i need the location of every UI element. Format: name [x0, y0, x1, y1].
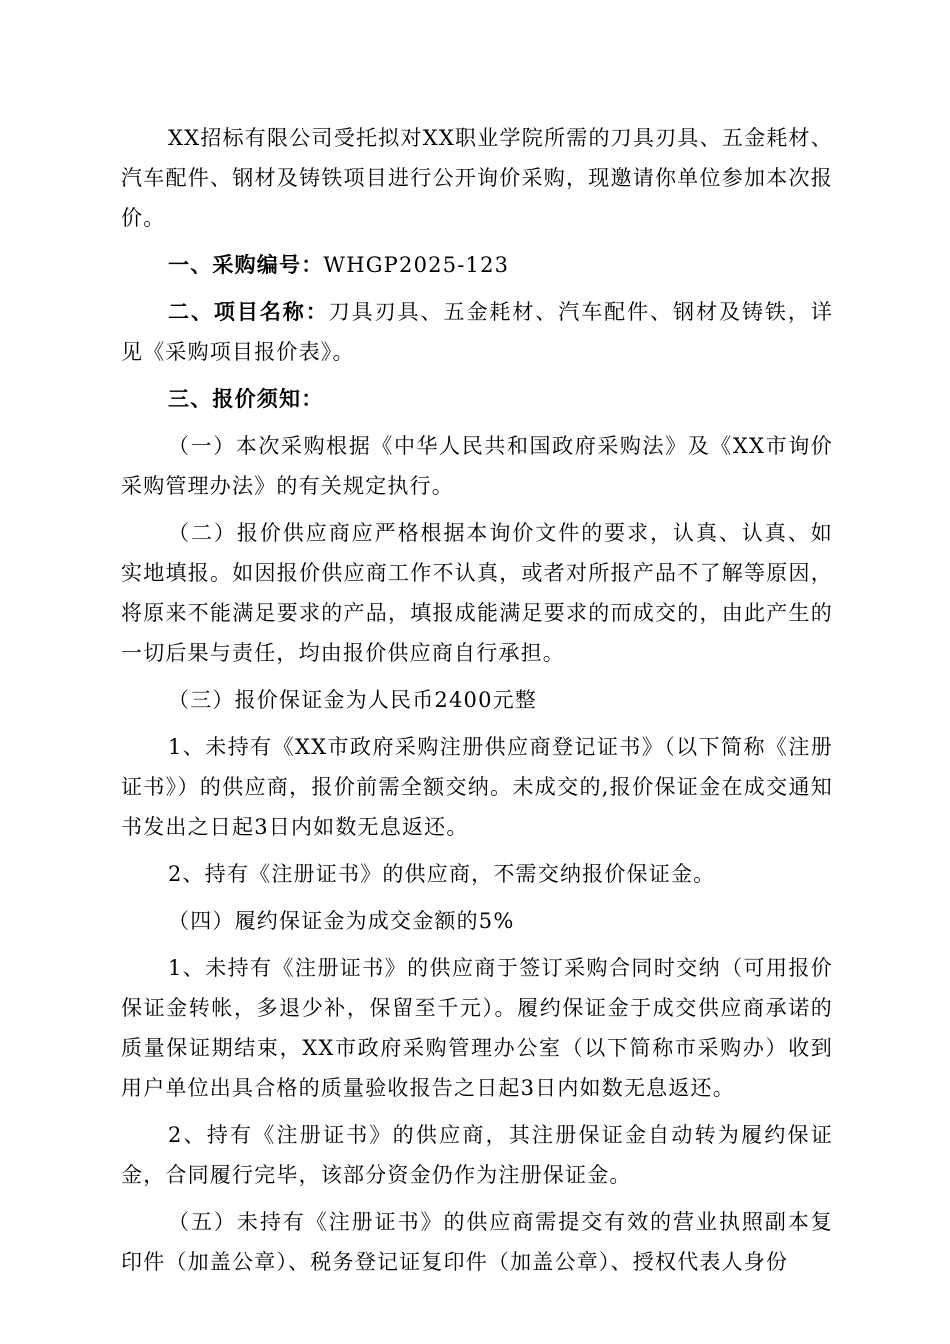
section-quotation-notice [121, 379, 833, 419]
notice-item-4: （四）履约保证金为成交金额的5% [168, 909, 515, 933]
section-procurement-number [121, 245, 833, 285]
notice-item-3-2: 2、持有《注册证书》的供应商，不需交纳报价保证金。 [168, 862, 716, 886]
notice-item-3: （三）报价保证金为人民币2400元整 [168, 688, 538, 712]
notice-item-3-1: 1、未持有《XX市政府采购注册供应商登记证书》（以下简称《注册证书》）的供应商，报价前需全额交纳。未成交的,报价保证金在成交通知书发出之日起3日内如数无息返还。 [121, 735, 833, 839]
notice-item-1: （一）本次采购根据《中华人民共和国政府采购法》及《XX市询价采购管理办法》的有关规定执行。 [121, 434, 833, 498]
project-name-value: 刀具刃具、五金耗材、汽车配件、钢材及铸铁，详见《采购项目报价表》。 [121, 300, 833, 364]
notice-item-4-2: 2、持有《注册证书》的供应商，其注册保证金自动转为履约保证金，合同履行完毕，该部分资金仍作为注册保证金。 [121, 1123, 833, 1187]
section-project-name [121, 292, 833, 372]
intro-paragraph: XX招标有限公司受托拟对XX职业学院所需的刀具刃具、五金耗材、汽车配件、钢材及铸铁项目进行公开询价采购，现邀请你单位参加本次报价。 [121, 126, 833, 230]
section-heading-project-name: 二、项目名称： [168, 299, 329, 324]
section-heading-quotation-notice: 三、报价须知： [168, 386, 324, 411]
document-body [121, 118, 833, 1282]
notice-item-2: （二）报价供应商应严格根据本询价文件的要求，认真、认真、如实地填报。如因报价供应商工作不认真，或者对所报产品不了解等原因，将原来不能满足要求的产品，填报成能满足要求的而成交的，由此产生的一切后果与责任，均由报价供应商自行承担。 [121, 521, 833, 665]
section-heading-procurement-number: 一、采购编号： [168, 252, 324, 277]
notice-item-5: （五）未持有《注册证书》的供应商需提交有效的营业执照副本复印件（加盖公章）、税务登记证复印件（加盖公章）、授权代表人身份 [121, 1210, 833, 1274]
procurement-number-value: WHGP2025-123 [323, 253, 510, 277]
notice-item-4-1: 1、未持有《注册证书》的供应商于签订采购合同时交纳（可用报价保证金转帐，多退少补，保留至千元）。履约保证金于成交供应商承诺的质量保证期结束，XX市政府采购管理办公室（以下简称市采购办）收到用户单位出具合格的质量验收报告之日起3日内如数无息返还。 [121, 956, 833, 1100]
